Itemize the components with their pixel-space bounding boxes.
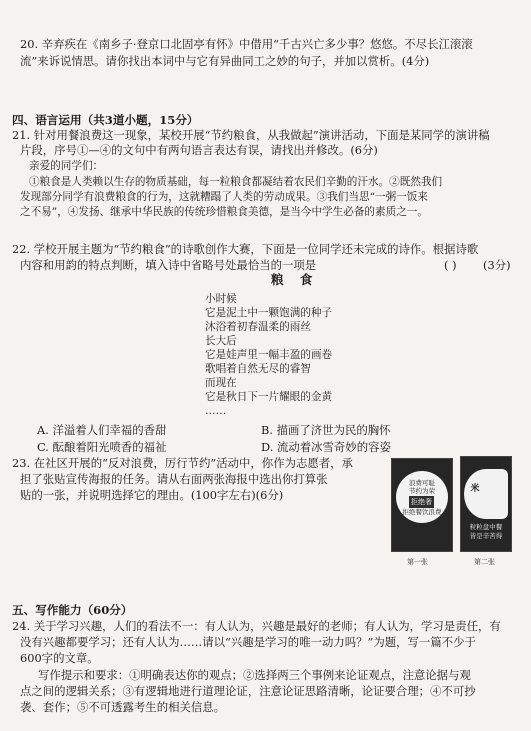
- q23-line2: 担了张贴宣传海报的任务。请从右面两张海报中选出你打算张: [20, 472, 328, 486]
- poster-2-text-2: 皆是辛苦得: [469, 532, 503, 540]
- poem-line: 而现在: [205, 377, 237, 389]
- q21-para-line1: ①粮食是人类赖以生存的物质基础，每一粒粮食都凝结着农民们辛勤的汗水。②既然我们: [29, 176, 443, 188]
- option-c[interactable]: C. 酝酿着阳光喷香的福祉: [37, 440, 167, 454]
- section-5-heading: 五、写作能力（60分）: [12, 603, 133, 617]
- poster-1-text-2: 节约为荣: [409, 487, 435, 495]
- poster-2[interactable]: [460, 456, 512, 552]
- poem-line: 它是泥土中一颗饱满的种子: [205, 307, 333, 319]
- q24-req-line1: 写作提示和要求：①明确表达你的观点；②选择两三个事例来论证观点，注意论据与观: [38, 668, 471, 682]
- poster-2-char: 米: [470, 484, 480, 494]
- poster-1-caption: 第一张: [407, 558, 428, 566]
- poem-line: 小时候: [205, 293, 237, 305]
- q20-line2: 流”来诉说情思。请你找出本词中与它有异曲同工之妙的句子，并加以赏析。(4分): [20, 54, 430, 68]
- poem-title: 粮 食: [271, 272, 319, 287]
- q22-score: (3分): [483, 258, 511, 272]
- option-b[interactable]: B. 描画了济世为民的胸怀: [261, 423, 391, 437]
- poster-1-text-1: 浪费可耻: [409, 479, 435, 487]
- poem-line: 沐浴着初春温柔的雨丝: [205, 321, 311, 333]
- q24-req-line3: 袭、套作；⑤不可透露考生的相关信息。: [20, 700, 226, 714]
- poem-line: 它是秋日下一片耀眼的金黄: [205, 391, 333, 403]
- q22-answer-blank[interactable]: ( ): [444, 258, 457, 272]
- poem-line: 长大后: [205, 335, 237, 347]
- poem-line: 歌唱着自然无尽的睿智: [205, 363, 311, 375]
- q22-line2: 内容和用韵的特点判断，填入诗中省略号处最恰当的一项是: [20, 258, 317, 272]
- q24-line1: 24. 关于学习兴趣，人们的看法不一：有人认为，兴趣是最好的老师；有人认为，学习是责任，有: [12, 619, 501, 633]
- poster-1-tag: 拒绝奢: [411, 498, 432, 506]
- q24-req-line2: 点之间的逻辑关系；③有逻辑地进行道理论证，注意论证思路清晰，论证要合理；④不可抄: [20, 684, 476, 698]
- section-4-heading: 四、语言运用（共3道小题，15分）: [12, 113, 199, 127]
- poem-line: 它是娃声里一幅丰盈的画卷: [205, 349, 333, 361]
- q21-line2: 片段，序号①—④的文句中有两句语言表达有误，请找出并修改。(6分): [20, 143, 378, 157]
- q20-line1: 20. 辛弃疾在《南乡子·登京口北固亭有怀》中借用“千古兴亡多少事？悠悠。不尽长江滚滚: [20, 37, 473, 51]
- plate-icon: [464, 469, 508, 519]
- q23-line1: 23. 在社区开展的“反对浪费，厉行节约”活动中，你作为志愿者，承: [12, 456, 353, 470]
- option-d[interactable]: D. 流动着冰雪奇妙的容姿: [261, 440, 391, 454]
- poster-2-text-1: 粒粒盘中餐: [469, 523, 503, 531]
- q24-line2: 没有兴趣都要学习；还有人认为……请以“兴趣是学习的唯一动力吗？”为题，写一篇不少于: [20, 635, 476, 649]
- q21-line1: 21. 针对用餐浪费这一现象，某校开展“节约粮食，从我做起”演讲活动，下面是某同学的演讲稿: [12, 128, 490, 142]
- q22-line1: 22. 学校开展主题为“节约粮食”的诗歌创作大赛，下面是一位同学还未完成的诗作。根据诗歌: [12, 242, 479, 256]
- q24-line3: 600字的文章。: [20, 651, 99, 665]
- q21-para-line2: 发现部分同学有浪费粮食的行为，这就糟蹋了人类的劳动成果。③我们当思“一粥一饭来: [20, 191, 428, 203]
- poster-2-caption: 第二张: [474, 558, 495, 566]
- poster-1[interactable]: [391, 458, 453, 552]
- poster-1-text-3: 拒绝餐饮浪费: [402, 508, 442, 516]
- q21-para-line3: 之不易”，④发扬、继承中华民族的传统珍惜粮食美德，是当今中学生必备的素质之一。: [20, 206, 428, 218]
- q23-line3: 贴的一张，并说明选择它的理由。(100字左右)(6分): [20, 488, 284, 502]
- option-a[interactable]: A. 洋溢着人们幸福的香甜: [37, 423, 167, 437]
- q21-greeting: 亲爱的同学们：: [29, 160, 104, 172]
- poem-ellipsis: ……: [205, 405, 227, 417]
